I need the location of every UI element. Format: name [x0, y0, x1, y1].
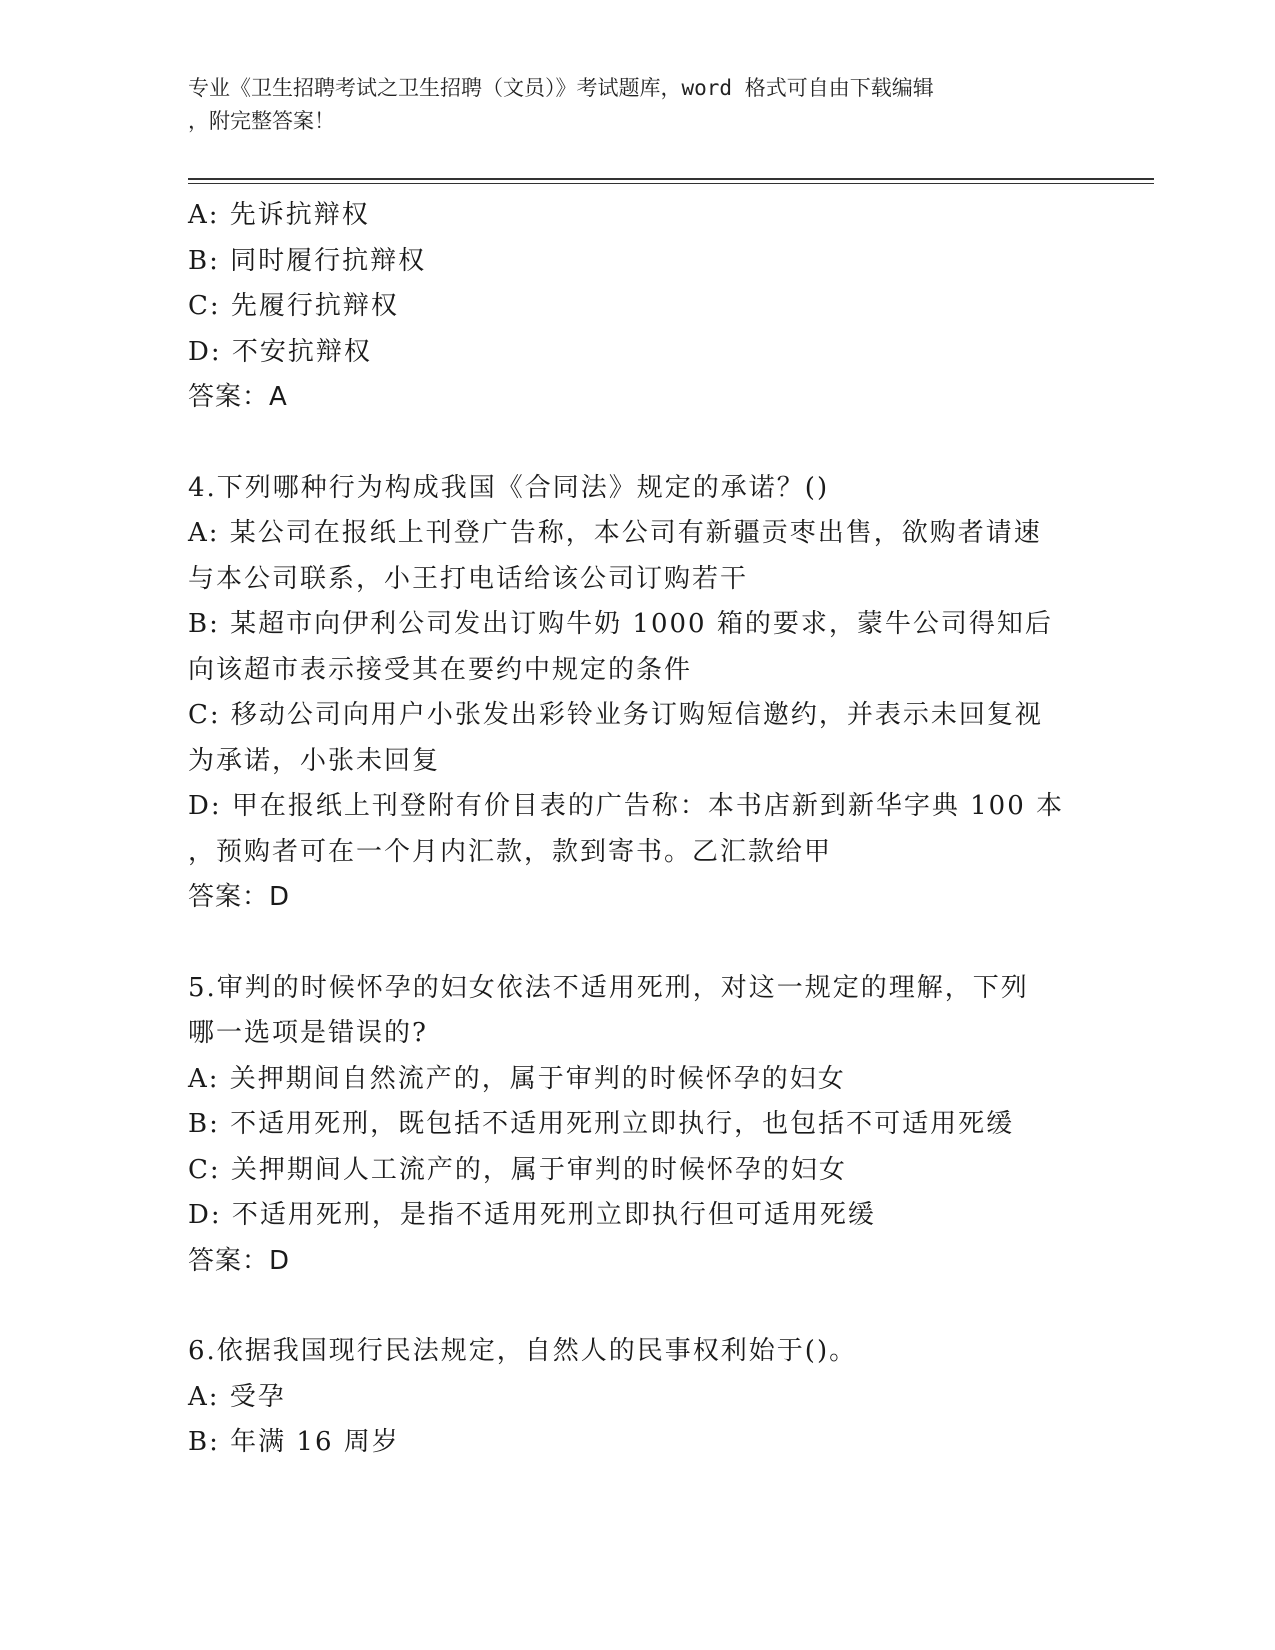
header-divider-thin — [188, 183, 1154, 184]
question-5 — [188, 966, 1088, 1285]
option-c: C: 移动公司向用户小张发出彩铃业务订购短信邀约，并表示未回复视 — [188, 700, 1043, 730]
header-title-line-2: ，附完整答案！ — [188, 109, 335, 133]
question-text: 5.审判的时候怀孕的妇女依法不适用死刑，对这一规定的理解，下列 — [188, 972, 1029, 1003]
option-d-continued: ，预购者可在一个月内汇款，款到寄书。乙汇款给甲 — [188, 836, 833, 867]
question-content — [188, 193, 1088, 1466]
option-c: C: 关押期间人工流产的，属于审判的时候怀孕的妇女 — [188, 1154, 847, 1185]
option-d: D: 不安抗辩权 — [188, 336, 372, 367]
option-a: A: 受孕 — [188, 1381, 286, 1412]
question-text: 4.下列哪种行为构成我国《合同法》规定的承诺？() — [188, 472, 830, 503]
answer-label: 答案：D — [188, 1245, 291, 1276]
question-text: 6.依据我国现行民法规定，自然人的民事权利始于()。 — [188, 1336, 858, 1366]
option-c-continued: 为承诺，小张未回复 — [188, 745, 441, 776]
option-d: D: 不适用死刑，是指不适用死刑立即执行但可适用死缓 — [188, 1200, 876, 1230]
question-3-options — [188, 193, 1088, 421]
option-a: A: 关押期间自然流产的，属于审判的时候怀孕的妇女 — [188, 1063, 846, 1094]
header-divider — [188, 178, 1154, 180]
option-b-continued: 向该超市表示接受其在要约中规定的条件 — [188, 654, 693, 685]
option-a: A: 先诉抗辩权 — [188, 200, 370, 230]
option-c: C: 先履行抗辩权 — [188, 291, 399, 321]
option-b: B: 不适用死刑，既包括不适用死刑立即执行，也包括不可适用死缓 — [188, 1109, 1015, 1139]
answer-label: 答案：D — [188, 882, 291, 912]
answer-label: 答案：A — [188, 382, 288, 412]
option-a: A: 某公司在报纸上刊登广告称，本公司有新疆贡枣出售，欲购者请速 — [188, 518, 1042, 548]
question-4 — [188, 466, 1088, 921]
option-a-continued: 与本公司联系，小王打电话给该公司订购若干 — [188, 563, 749, 594]
option-d: D: 甲在报纸上刊登附有价目表的广告称：本书店新到新华字典 100 本 — [188, 791, 1065, 821]
option-b: B: 某超市向伊利公司发出订购牛奶 1000 箱的要求，蒙牛公司得知后 — [188, 609, 1053, 639]
question-6 — [188, 1329, 1088, 1466]
document-header — [188, 72, 1088, 138]
header-title-line: 专业《卫生招聘考试之卫生招聘（文员）》考试题库，word 格式可自由下载编辑 — [188, 76, 934, 100]
question-text-continued: 哪一选项是错误的? — [188, 1018, 428, 1048]
option-b: B: 年满 16 周岁 — [188, 1427, 400, 1457]
option-b: B: 同时履行抗辩权 — [188, 245, 427, 276]
